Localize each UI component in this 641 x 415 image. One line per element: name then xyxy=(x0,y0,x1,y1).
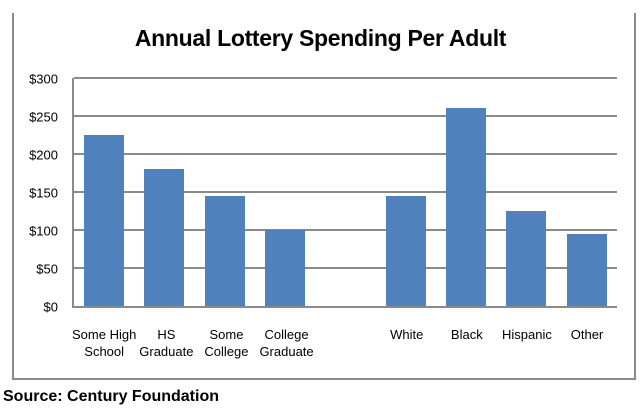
y-tick-label-250: $250 xyxy=(29,109,58,125)
bar-some-college xyxy=(205,196,245,306)
x-axis-label-empty xyxy=(317,326,377,360)
bar-white xyxy=(386,196,426,306)
x-axis-label-hispanic: Hispanic xyxy=(501,327,552,342)
bar-slots xyxy=(74,78,617,306)
bar-slot-empty xyxy=(315,78,375,306)
bar-slot-white xyxy=(376,78,436,306)
bar-slot-hs-graduate xyxy=(134,78,194,306)
bar-slot-some-high-school xyxy=(74,78,134,306)
bar-slot-some-college xyxy=(195,78,255,306)
bar-slot-college-graduate xyxy=(255,78,315,306)
bar-slot-other xyxy=(557,78,617,306)
y-axis-labels xyxy=(0,71,58,315)
plot-area xyxy=(72,78,617,308)
bar-some-high-school xyxy=(84,135,124,306)
bar-hs-graduate xyxy=(144,169,184,306)
chart-title: Annual Lottery Spending Per Adult xyxy=(134,25,507,51)
bar-college-graduate xyxy=(265,230,305,306)
y-tick-label-200: $200 xyxy=(29,147,58,163)
bar-slot-hispanic xyxy=(496,78,556,306)
x-axis-label-other: Other xyxy=(570,327,604,342)
x-axis-label-black: Black xyxy=(450,327,483,342)
bar-hispanic xyxy=(506,211,546,306)
bar-black xyxy=(446,108,486,306)
source-note: Source: Century Foundation xyxy=(3,388,219,405)
bar-slot-black xyxy=(436,78,496,306)
x-axis-label-hs-graduate: HS Graduate xyxy=(139,327,194,359)
y-tick-label-0: $0 xyxy=(43,299,58,315)
y-tick-label-300: $300 xyxy=(29,71,58,87)
x-axis-label-some-high-school: Some High School xyxy=(72,327,137,359)
x-axis-label-white: White xyxy=(390,327,424,342)
y-tick-label-50: $50 xyxy=(36,261,58,277)
bar-other xyxy=(567,234,607,306)
x-axis-labels xyxy=(72,326,617,360)
y-tick-label-150: $150 xyxy=(29,185,58,201)
y-tick-label-100: $100 xyxy=(29,223,58,239)
x-axis-label-some-college: Some College xyxy=(204,327,249,359)
x-axis-label-college-graduate: College Graduate xyxy=(259,327,314,359)
